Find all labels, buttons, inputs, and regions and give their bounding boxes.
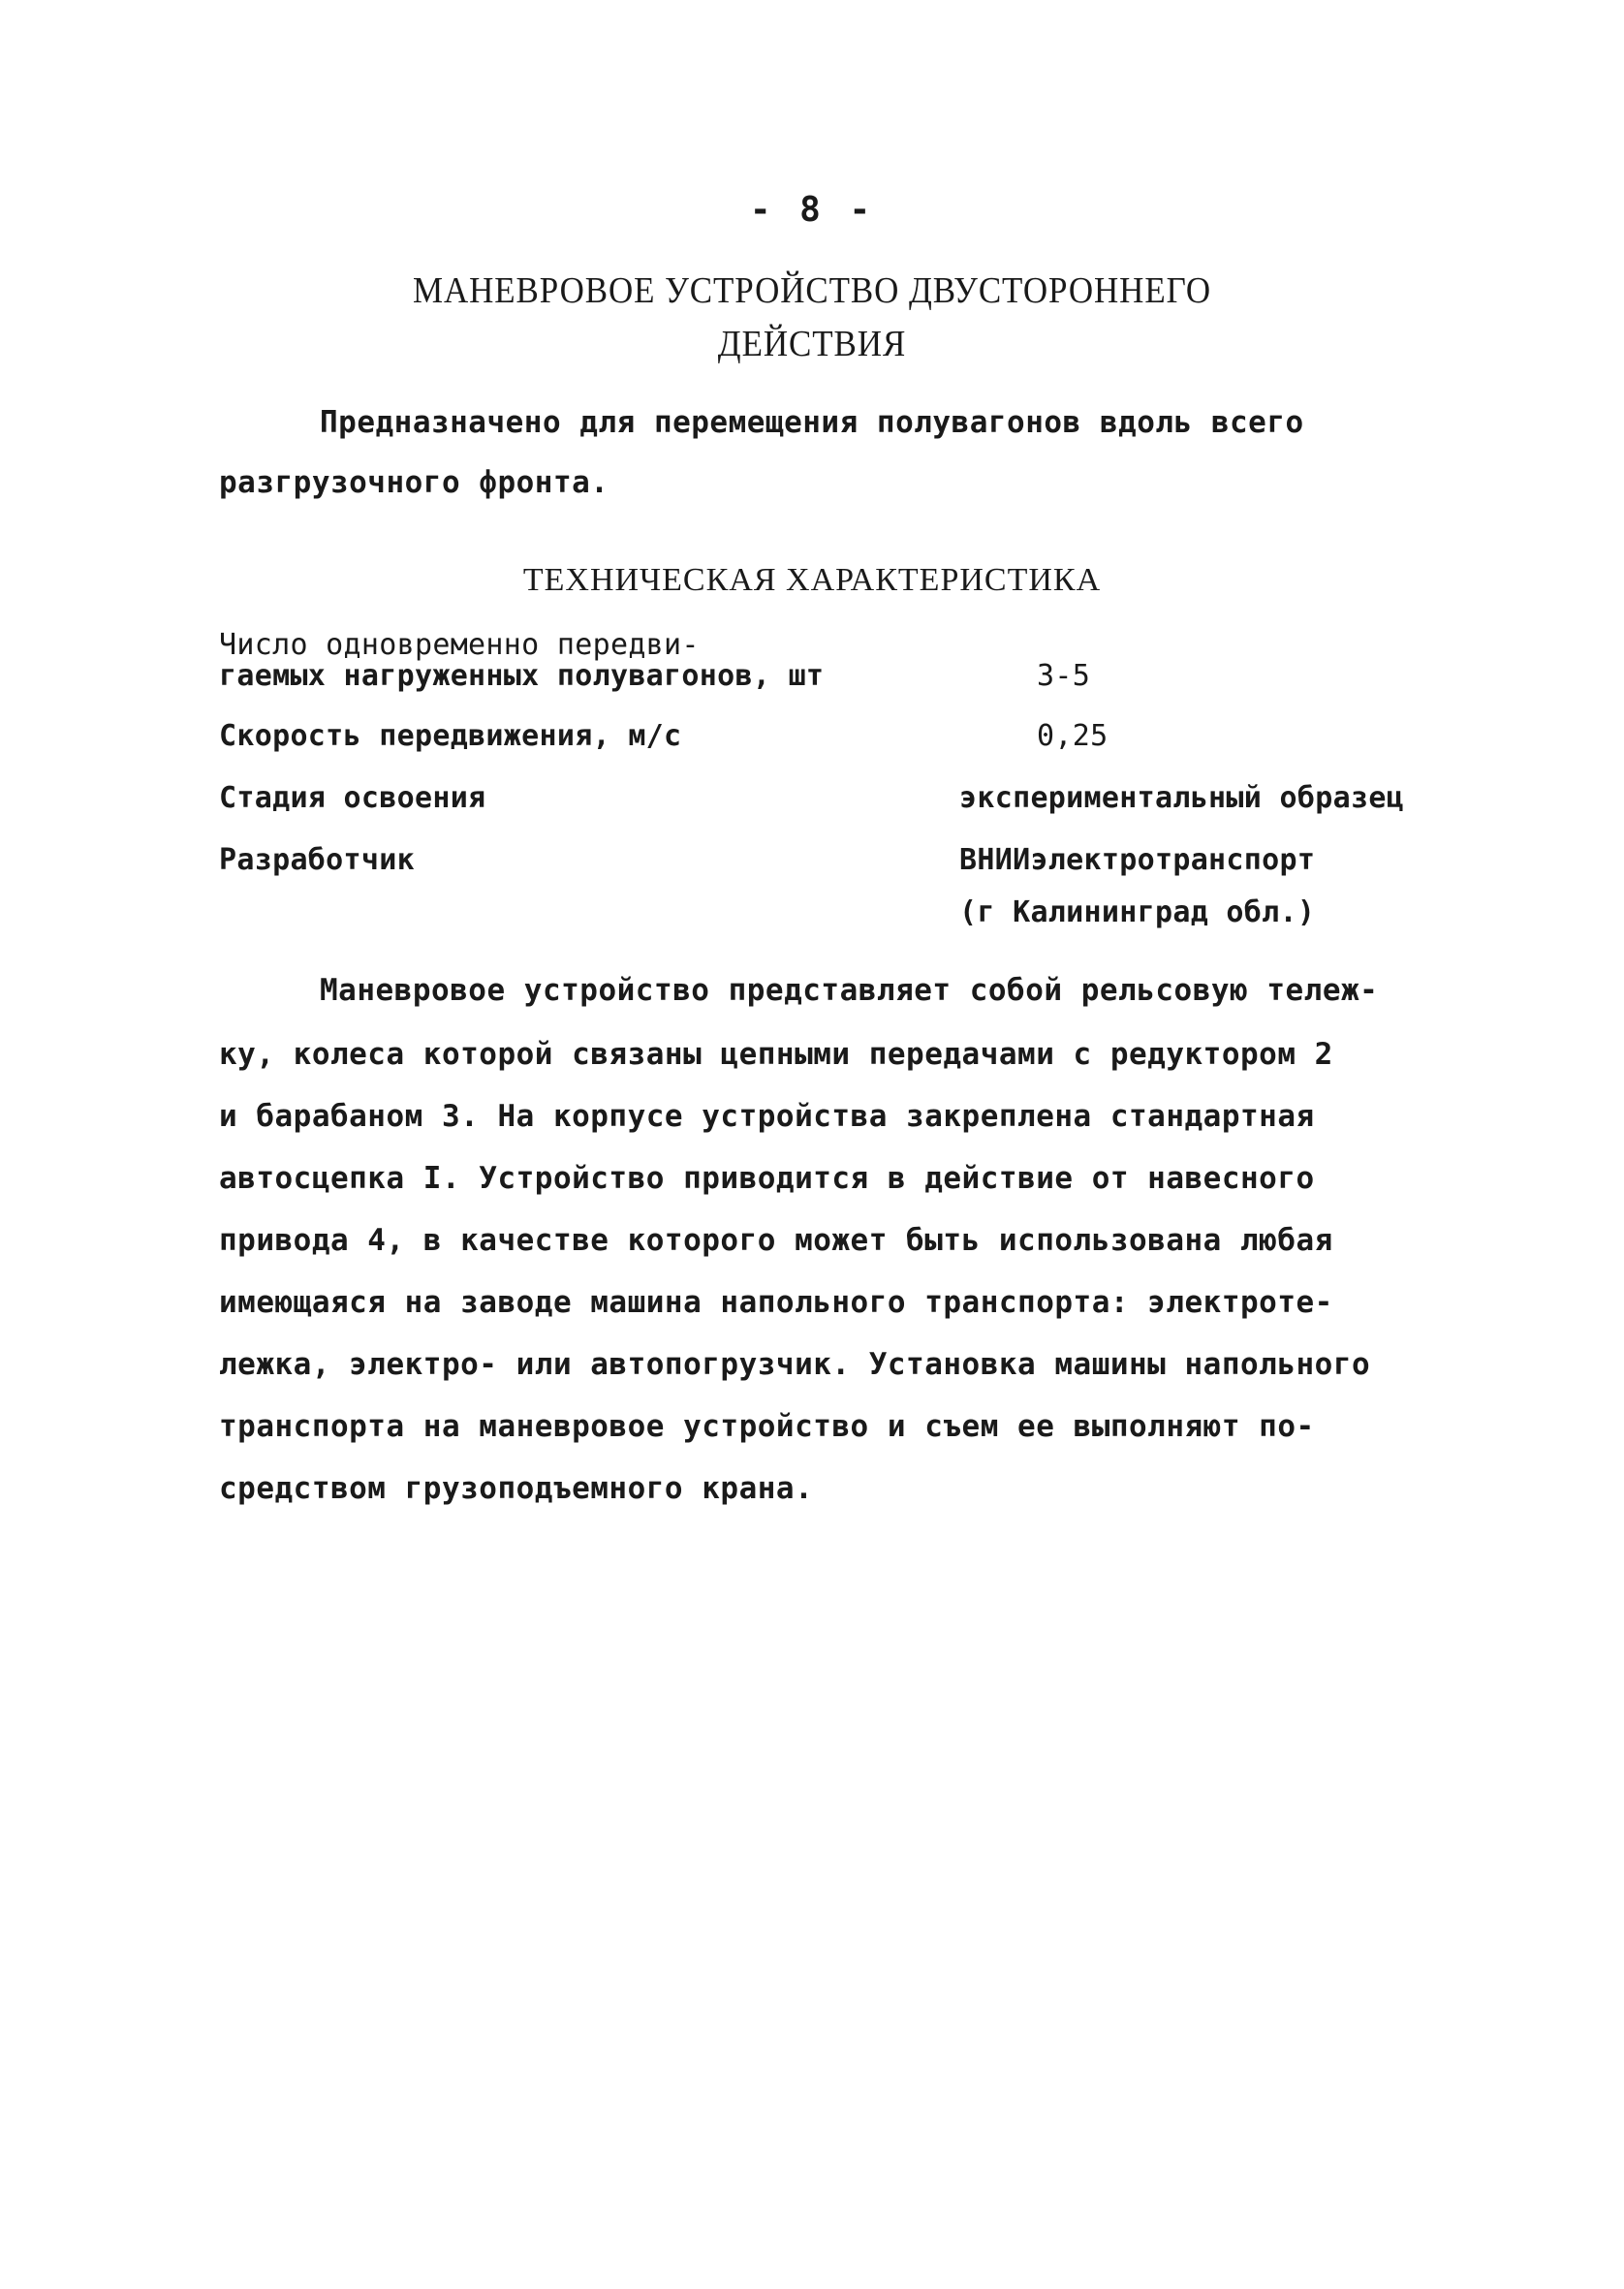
- spec-label-speed: Скорость передвижения, м/с: [219, 719, 682, 753]
- intro-paragraph-line-1: Предназначено для перемещения полувагонов вдоль всего: [320, 405, 1304, 440]
- spec-value-developer-line-1: ВНИИэлектротранспорт: [959, 843, 1316, 877]
- description-line-7: лежка, электро- или автопогрузчик. Установка машины напольного: [219, 1347, 1371, 1382]
- description-line-6: имеющаяся на заводе машина напольного транспорта: электроте-: [219, 1285, 1333, 1320]
- description-line-9: средством грузоподъемного крана.: [219, 1471, 814, 1506]
- spec-label-count-line-1: Число одновременно передви-: [219, 628, 700, 662]
- description-line-1: Маневровое устройство представляет собой рельсовую тележ-: [320, 973, 1379, 1008]
- spec-value-count: 3-5: [1037, 659, 1091, 693]
- spec-label-developer: Разработчик: [219, 843, 415, 877]
- description-line-2: ку, колеса которой связаны цепными передачами с редуктором 2: [219, 1037, 1333, 1072]
- spec-value-speed: 0,25: [1037, 719, 1109, 753]
- spec-label-count-line-2: гаемых нагруженных полувагонов, шт: [219, 659, 825, 693]
- page-number: - 8 -: [749, 190, 875, 230]
- description-line-5: привода 4, в качестве которого может быть использована любая: [219, 1223, 1333, 1258]
- document-title-line-2: ДЕЙСТВИЯ: [717, 324, 907, 364]
- document-title-line-1: МАНЕВРОВОЕ УСТРОЙСТВО ДВУСТОРОННЕГО: [412, 270, 1212, 311]
- description-line-4: автосцепка I. Устройство приводится в действие от навесного: [219, 1161, 1315, 1196]
- spec-value-developer-line-2: (г Калининград обл.): [959, 895, 1316, 929]
- spec-label-stage: Стадия освоения: [219, 781, 486, 815]
- description-line-8: транспорта на маневровое устройство и съем ее выполняют по-: [219, 1409, 1315, 1444]
- intro-paragraph-line-2: разгрузочного фронта.: [219, 465, 609, 500]
- description-line-3: и барабаном 3. На корпусе устройства закреплена стандартная: [219, 1099, 1315, 1134]
- spec-heading: ТЕХНИЧЕСКАЯ ХАРАКТЕРИСТИКА: [522, 562, 1102, 598]
- spec-value-stage: экспериментальный образец: [959, 781, 1405, 815]
